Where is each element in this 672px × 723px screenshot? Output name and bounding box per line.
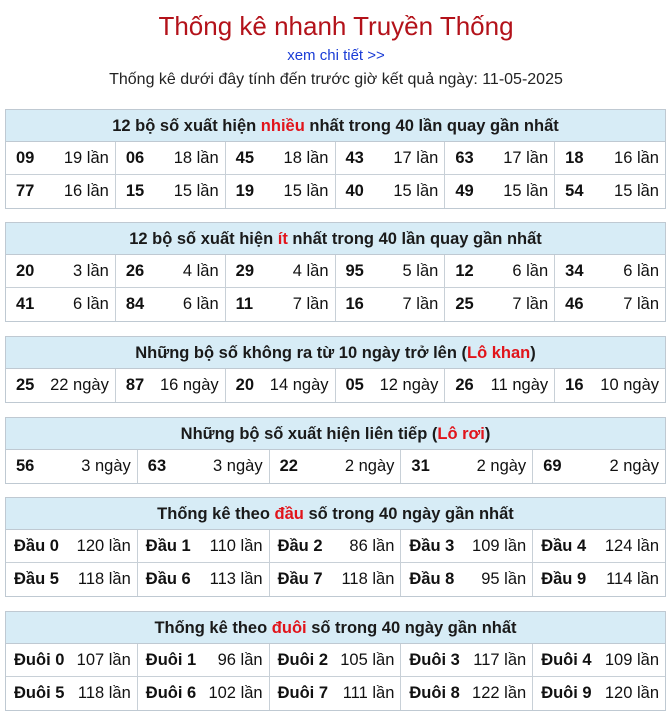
stat-key: Đuôi 1 — [145, 650, 197, 669]
stat-cell — [6, 288, 116, 321]
stat-cell — [226, 175, 336, 208]
stat-cell — [6, 369, 116, 402]
stat-value: 17 lần — [393, 148, 439, 167]
heading-highlight: Lô khan — [466, 344, 531, 362]
stat-cell — [533, 677, 665, 710]
number-grid — [6, 450, 665, 483]
stat-cell — [6, 255, 116, 288]
stat-key: 09 — [16, 148, 35, 167]
stat-cell — [226, 369, 336, 402]
stat-cell — [6, 677, 138, 710]
stat-key: 05 — [345, 376, 364, 394]
stat-key: 63 — [455, 148, 474, 167]
stat-cell — [401, 530, 533, 563]
stat-key: 15 — [125, 182, 145, 200]
stat-cell — [270, 530, 402, 563]
stat-key: 40 — [345, 182, 364, 200]
stat-key: 87 — [125, 376, 145, 394]
stat-cell — [6, 450, 138, 483]
stat-key: 12 — [455, 261, 474, 280]
stat-key: Đầu 7 — [277, 570, 323, 588]
stat-value: 110 lần — [209, 536, 263, 555]
stat-value: 18 lần — [283, 148, 329, 167]
section-heading — [6, 223, 665, 255]
stat-value: 22 ngày — [50, 376, 109, 394]
stat-value: 118 lần — [77, 570, 131, 588]
stat-value: 16 ngày — [159, 376, 219, 394]
head-digit-section — [5, 497, 666, 597]
stat-value: 114 lần — [606, 570, 659, 588]
heading-text: 12 bộ số xuất hiện — [129, 230, 278, 248]
stat-cell — [116, 288, 226, 321]
stat-value: 15 lần — [283, 182, 329, 200]
stat-value: 10 ngày — [600, 376, 659, 394]
stat-value: 11 ngày — [490, 376, 549, 394]
number-grid — [6, 530, 665, 596]
stat-cell — [138, 644, 270, 677]
number-grid — [6, 369, 665, 402]
stat-cell — [226, 142, 336, 175]
stat-cell — [6, 644, 138, 677]
stat-key: Đầu 5 — [14, 570, 59, 588]
stat-key: Đuôi 7 — [277, 684, 329, 702]
stat-key: 29 — [235, 261, 255, 280]
stat-value: 111 lần — [342, 684, 395, 702]
stat-cell — [533, 450, 665, 483]
stat-cell — [138, 563, 270, 596]
stat-key: Đuôi 9 — [541, 684, 592, 702]
stat-value: 124 lần — [604, 536, 659, 555]
heading-text: ) — [484, 425, 491, 443]
stat-key: Đầu 4 — [541, 536, 587, 555]
stat-key: 95 — [345, 261, 364, 280]
stat-key: 06 — [125, 148, 145, 167]
stat-value: 120 lần — [76, 536, 131, 555]
stat-key: 20 — [16, 261, 35, 280]
stat-key: 11 — [235, 295, 254, 313]
stat-key: 41 — [16, 295, 35, 313]
stat-value: 7 lần — [402, 295, 439, 313]
stat-key: 26 — [455, 376, 474, 394]
stat-value: 6 lần — [623, 261, 659, 280]
stat-key: Đầu 1 — [145, 536, 191, 555]
stat-key: 49 — [455, 182, 474, 200]
stat-cell — [6, 175, 116, 208]
stat-cell — [445, 288, 555, 321]
stat-key: 63 — [147, 457, 167, 475]
stat-key: Đầu 3 — [409, 536, 455, 555]
stat-cell — [533, 644, 665, 677]
stat-cell — [401, 644, 533, 677]
stat-value: 2 ngày — [476, 457, 527, 475]
stat-cell — [6, 530, 138, 563]
heading-text: Thống kê theo — [157, 505, 275, 523]
stat-cell — [336, 288, 446, 321]
stat-key: 16 — [345, 295, 364, 313]
stat-key: 25 — [16, 376, 35, 394]
stat-value: 18 lần — [173, 148, 219, 167]
stat-cell — [270, 450, 402, 483]
heading-text: Những bộ số xuất hiện liên tiếp ( — [180, 425, 438, 443]
stat-value: 15 lần — [503, 182, 549, 200]
stat-cell — [138, 677, 270, 710]
heading-text: ) — [530, 344, 536, 362]
stat-value: 17 lần — [503, 148, 549, 167]
stat-value: 6 lần — [512, 261, 549, 280]
stat-key: Đuôi 4 — [541, 650, 592, 669]
stat-key: 20 — [235, 376, 255, 394]
stat-cell — [270, 677, 402, 710]
stat-cell — [555, 255, 665, 288]
stat-cell — [270, 563, 402, 596]
stat-cell — [533, 530, 665, 563]
stat-key: Đuôi 5 — [14, 684, 65, 702]
stat-value: 3 lần — [73, 261, 109, 280]
stat-value: 7 lần — [623, 295, 659, 313]
stat-value: 19 lần — [63, 148, 109, 167]
stat-cell — [270, 644, 402, 677]
heading-text: số trong 40 ngày gần nhất — [306, 619, 517, 637]
stat-cell — [336, 369, 446, 402]
number-grid — [6, 255, 665, 321]
stat-key: Đầu 2 — [277, 536, 323, 555]
stat-value: 105 lần — [340, 650, 395, 669]
stat-cell — [116, 175, 226, 208]
stat-key: 84 — [125, 295, 145, 313]
stat-key: 69 — [543, 457, 562, 475]
stat-value: 86 lần — [349, 536, 395, 555]
intro-text: Thống kê dưới đây tính đến trước giờ kết quả ngày: 11-05-2025 — [109, 71, 563, 88]
heading-highlight: ít — [277, 230, 288, 248]
stat-key: 46 — [565, 295, 584, 313]
least-frequent-section — [5, 222, 666, 322]
stat-cell — [445, 255, 555, 288]
stat-cell — [336, 175, 446, 208]
heading-highlight: Lô rơi — [437, 425, 485, 443]
stat-key: Đầu 9 — [541, 570, 587, 588]
stat-key: Đuôi 6 — [145, 684, 197, 702]
stat-value: 118 lần — [341, 570, 395, 588]
stat-value: 95 lần — [481, 570, 527, 588]
stat-key: Đuôi 3 — [409, 650, 460, 669]
stat-key: Đuôi 8 — [409, 684, 460, 702]
stat-cell — [116, 369, 226, 402]
stat-cell — [445, 369, 555, 402]
stat-value: 6 lần — [73, 295, 109, 313]
stat-cell — [401, 677, 533, 710]
stat-cell — [226, 255, 336, 288]
stat-cell — [445, 175, 555, 208]
heading-highlight: đầu — [274, 505, 304, 523]
stat-value: 109 lần — [472, 536, 527, 555]
heading-text: số trong 40 ngày gần nhất — [303, 505, 514, 523]
stat-value: 120 lần — [604, 684, 659, 702]
stat-value: 4 lần — [182, 261, 219, 280]
stat-key: 26 — [125, 261, 145, 280]
stat-key: 56 — [16, 457, 35, 475]
stat-cell — [6, 563, 138, 596]
stat-cell — [138, 450, 270, 483]
heading-text: nhất trong 40 lần quay gần nhất — [287, 230, 542, 248]
lo-roi-section — [5, 417, 666, 484]
stat-value: 3 ngày — [213, 457, 263, 475]
stat-cell — [555, 369, 665, 402]
page-title: Thống kê nhanh Truyền Thống — [158, 11, 514, 41]
stat-key: Đuôi 0 — [14, 650, 65, 669]
stat-key: Đầu 0 — [14, 536, 59, 555]
stat-value: 12 ngày — [379, 376, 439, 394]
stat-cell — [555, 288, 665, 321]
tail-digit-section — [5, 611, 666, 711]
stat-cell — [116, 142, 226, 175]
stat-key: 34 — [565, 261, 584, 280]
lo-khan-section — [5, 336, 666, 403]
stat-cell — [138, 530, 270, 563]
stat-cell — [116, 255, 226, 288]
stat-value: 5 lần — [402, 261, 439, 280]
stat-value: 4 lần — [292, 261, 329, 280]
stat-value: 102 lần — [208, 684, 263, 702]
stat-cell — [401, 563, 533, 596]
stat-cell — [445, 142, 555, 175]
stat-key: 54 — [565, 182, 584, 200]
stat-key: 31 — [411, 457, 430, 475]
heading-highlight: nhiều — [260, 117, 305, 135]
stat-value: 15 lần — [393, 182, 439, 200]
stat-key: 43 — [345, 148, 364, 167]
stat-value: 118 lần — [77, 684, 131, 702]
number-grid — [6, 142, 665, 208]
section-heading — [6, 337, 665, 369]
stat-value: 3 ngày — [81, 457, 131, 475]
stat-key: Đuôi 2 — [277, 650, 329, 669]
stat-cell — [401, 450, 533, 483]
stat-value: 117 lần — [473, 650, 527, 669]
number-grid — [6, 644, 665, 710]
most-frequent-section — [5, 109, 666, 209]
stat-value: 14 ngày — [269, 376, 329, 394]
stat-cell — [533, 563, 665, 596]
stat-key: 19 — [235, 182, 255, 200]
stat-cell — [336, 142, 446, 175]
section-heading — [6, 498, 665, 530]
section-heading — [6, 110, 665, 142]
stat-value: 122 lần — [472, 684, 527, 702]
stat-key: 45 — [235, 148, 255, 167]
stat-key: 16 — [565, 376, 584, 394]
stat-value: 2 ngày — [344, 457, 395, 475]
heading-highlight: đuôi — [271, 619, 307, 637]
stat-value: 15 lần — [173, 182, 219, 200]
stat-value: 16 lần — [63, 182, 109, 200]
stat-value: 109 lần — [604, 650, 659, 669]
stat-cell — [555, 175, 665, 208]
section-heading — [6, 612, 665, 644]
stat-value: 16 lần — [614, 148, 659, 167]
stat-value: 7 lần — [292, 295, 329, 313]
stat-cell — [6, 142, 116, 175]
stat-key: 77 — [16, 182, 35, 200]
heading-text: Những bộ số không ra từ 10 ngày trở lên ( — [135, 344, 467, 362]
heading-text: Thống kê theo — [154, 619, 272, 637]
stat-value: 7 lần — [512, 295, 549, 313]
view-details-link[interactable]: xem chi tiết >> — [287, 47, 385, 64]
stat-key: Đầu 6 — [145, 570, 191, 588]
stat-value: 2 ngày — [609, 457, 659, 475]
stat-key: 25 — [455, 295, 474, 313]
stat-key: Đầu 8 — [409, 570, 455, 588]
stat-cell — [226, 288, 336, 321]
heading-text: 12 bộ số xuất hiện — [112, 117, 261, 135]
stat-value: 96 lần — [217, 650, 263, 669]
stat-value: 113 lần — [209, 570, 263, 588]
heading-text: nhất trong 40 lần quay gần nhất — [304, 117, 559, 135]
stat-key: 22 — [279, 457, 298, 475]
section-heading — [6, 418, 665, 450]
stat-value: 107 lần — [76, 650, 131, 669]
stat-key: 18 — [565, 148, 584, 167]
stat-value: 15 lần — [614, 182, 659, 200]
header — [0, 0, 672, 90]
stat-cell — [336, 255, 446, 288]
stat-cell — [555, 142, 665, 175]
stat-value: 6 lần — [182, 295, 219, 313]
